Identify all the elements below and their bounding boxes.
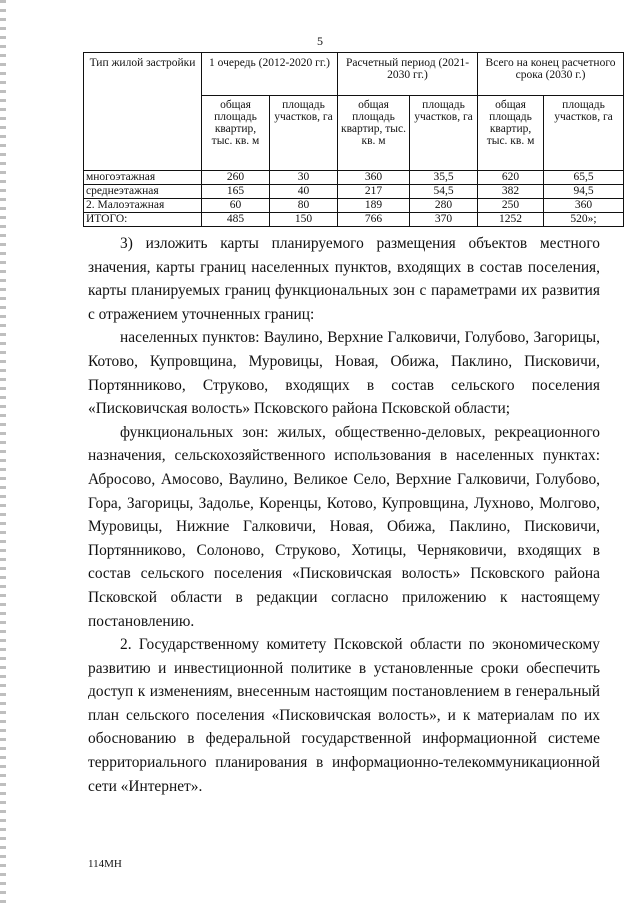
table-row — [84, 185, 624, 199]
table-subheader: площадь участков, га — [410, 96, 478, 171]
table-cell: многоэтажная — [84, 171, 202, 185]
housing-table — [83, 52, 624, 227]
table-cell: 40 — [270, 185, 338, 199]
paragraph-item-2: 2. Государственному комитету Псковской области по экономическому развитию и инвестиционной политике в установленные сроки обеспечить доступ к изменениям, внесенным настоящим постановлением в генеральный план сельского поселения «Писковичская волость», и к материалам по их обоснованию в федеральной государственной информационной системе территориального планирования в информационно-телекоммуникационной сети «Интернет». — [88, 636, 600, 795]
table-cell: 30 — [270, 171, 338, 185]
paragraph-settlements: населенных пунктов: Ваулино, Верхние Галковичи, Голубово, Загорицы, Котово, Купровщина, Муровицы, Новая, Обижа, Паклино, Писковичи, Портянниково, Струково, входящих в состав сельского поселения «Писковичская волость» Псковского района Псковской области; — [88, 329, 600, 418]
table-cell: 80 — [270, 199, 338, 213]
table-cell: среднеэтажная — [84, 185, 202, 199]
document-body — [88, 232, 600, 798]
table-cell: 280 — [410, 199, 478, 213]
scan-edge-marks — [0, 0, 6, 905]
table-cell: 65,5 — [544, 171, 624, 185]
table-subheader: общая площадь квартир, тыс. кв. м — [478, 96, 544, 171]
paragraph-maps: 3) изложить карты планируемого размещения объектов местного значения, карты границ населенных пунктов, входящих в состав поселения, карты планируемых границ функциональных зон с параметрами их развития с отражением уточненных границ: — [88, 235, 600, 323]
table-cell: 60 — [202, 199, 270, 213]
table-cell: 520»; — [544, 213, 624, 227]
table-cell: 1252 — [478, 213, 544, 227]
table-cell: 2. Малоэтажная — [84, 199, 202, 213]
table-cell: 382 — [478, 185, 544, 199]
table-row — [84, 199, 624, 213]
table-cell: 485 — [202, 213, 270, 227]
table-row — [84, 171, 624, 185]
table-header-building-type: Тип жилой застройки — [84, 53, 202, 171]
table-cell: 217 — [338, 185, 410, 199]
table-cell: 94,5 — [544, 185, 624, 199]
table-cell: 260 — [202, 171, 270, 185]
table-header-total-2030: Всего на конец расчетного срока (2030 г.) — [478, 53, 624, 96]
table-cell: 360 — [338, 171, 410, 185]
table-cell: 370 — [410, 213, 478, 227]
table-cell: 54,5 — [410, 185, 478, 199]
table-header-design-period: Расчетный период (2021-2030 гг.) — [338, 53, 478, 96]
table-cell: 250 — [478, 199, 544, 213]
table-cell: 165 — [202, 185, 270, 199]
table-header-stage-1: 1 очередь (2012-2020 гг.) — [202, 53, 338, 96]
table-subheader: общая площадь квартир, тыс. кв. м — [338, 96, 410, 171]
page-number: 5 — [317, 34, 323, 48]
table-subheader: площадь участков, га — [270, 96, 338, 171]
document-code: 114МН — [88, 858, 122, 870]
table-cell: ИТОГО: — [84, 213, 202, 227]
table-row-total — [84, 213, 624, 227]
table-subheader: общая площадь квартир, тыс. кв. м — [202, 96, 270, 171]
table-cell: 35,5 — [410, 171, 478, 185]
table-cell: 360 — [544, 199, 624, 213]
table-cell: 150 — [270, 213, 338, 227]
table-cell: 620 — [478, 171, 544, 185]
table-cell: 766 — [338, 213, 410, 227]
table-subheader: площадь участков, га — [544, 96, 624, 171]
table-cell: 189 — [338, 199, 410, 213]
paragraph-functional-zones: функциональных зон: жилых, общественно-деловых, рекреационного назначения, сельскохозяйственного использования в населенных пунктах: Абросово, Амосово, Ваулино, Великое Село, Верхние Галковичи, Голубово, Гора, Загорицы, Задолье, Коренцы, Котово, Купровщина, Лухново, Молгово, Муровицы, Нижние Галковичи, Новая, Обижа, Паклино, Писковичи, Портянниково, Солоново, Струково, Хотицы, Черняковичи, входящих в состав сельского поселения «Писковичская волость» Псковского района Псковской области в редакции согласно приложению к настоящему постановлению. — [88, 423, 600, 630]
